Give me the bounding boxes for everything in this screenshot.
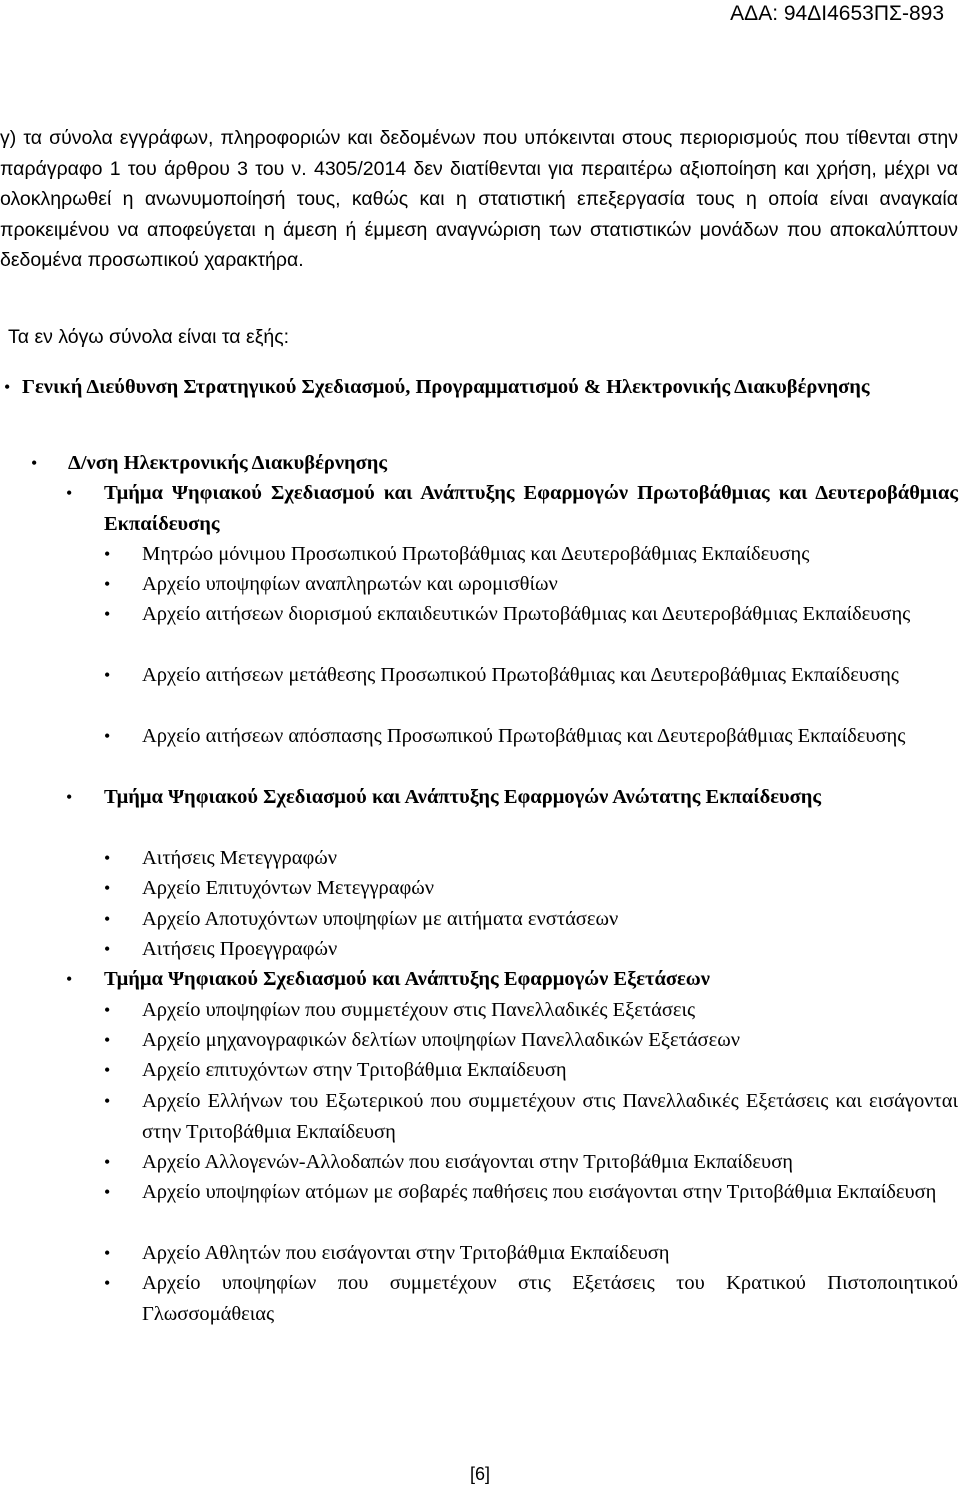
list-item (0, 1177, 958, 1208)
directorate-item (0, 448, 958, 479)
bullet-icon: • (104, 604, 111, 624)
bullet-icon: • (104, 1273, 111, 1293)
bullet-icon: • (104, 909, 111, 929)
bullet-icon: • (104, 1030, 111, 1050)
list-item-text: Αρχείο υποψηφίων που συμμετέχουν στις Εξετάσεις του Κρατικού Πιστοποιητικού Γλωσσομάθειας (142, 1272, 958, 1325)
department-item (0, 782, 958, 813)
list-item (0, 660, 958, 691)
bullet-icon: • (104, 1243, 111, 1263)
department-item (0, 478, 958, 539)
list-item-text: Αρχείο Αθλητών που εισάγονται στην Τριτοβάθμια Εκπαίδευση (142, 1242, 670, 1264)
directorate-title: Δ/νση Ηλεκτρονικής Διακυβέρνησης (68, 452, 388, 474)
bullet-icon: • (104, 848, 111, 868)
department-title: Τμήμα Ψηφιακού Σχεδιασμού και Ανάπτυξης Εφαρμογών Πρωτοβάθμιας και Δευτεροβάθμιας Εκπαίδευσης (104, 482, 958, 535)
list-item-text: Αρχείο υποψηφίων αναπληρωτών και ωρομισθίων (142, 573, 558, 595)
list-item (0, 599, 958, 630)
general-directorate-item (0, 372, 958, 403)
department-title: Τμήμα Ψηφιακού Σχεδιασμού και Ανάπτυξης Εφαρμογών Ανώτατης Εκπαίδευσης (104, 786, 822, 808)
bullet-icon: • (66, 969, 73, 989)
list-item (0, 721, 958, 752)
department-item (0, 964, 958, 995)
list-item-text: Αρχείο Αλλογενών-Αλλοδαπών που εισάγονται στην Τριτοβάθμια Εκπαίδευση (142, 1151, 793, 1173)
bullet-icon: • (104, 939, 111, 959)
body-paragraph: γ) τα σύνολα εγγράφων, πληροφοριών και δεδομένων που υπόκεινται στους περιορισμούς που τίθενται στην παράγραφο 1 του άρθρου 3 του ν. 4305/2014 δεν διατίθενται για περαιτέρω αξιοποίηση και χρήση, μέχρι να ολοκληρωθεί η ανωνυμοποίησή τους, καθώς και η στατιστική επεξεργασία τους η οποία είναι αναγκαία προκειμένου να αποφεύγεται η άμεση ή έμμεση αναγνώριση των στατιστικών μονάδων που αποκαλύπτουν δεδομένα προσωπικού χαρακτήρα. (0, 127, 958, 272)
department-title: Τμήμα Ψηφιακού Σχεδιασμού και Ανάπτυξης Εφαρμογών Εξετάσεων (104, 968, 710, 990)
list-item (0, 1025, 958, 1056)
intro-text: Τα εν λόγω σύνολα είναι τα εξής: (8, 326, 290, 348)
page-number: [6] (469, 1464, 490, 1484)
list-item (0, 995, 958, 1026)
bullet-icon: • (104, 1060, 111, 1080)
general-directorate-title: Γενική Διεύθυνση Στρατηγικού Σχεδιασμού, Προγραμματισμού & Ηλεκτρονικής Διακυβέρνησης (22, 376, 870, 398)
list-item (0, 1238, 958, 1269)
bullet-icon: • (104, 1000, 111, 1020)
bullet-icon: • (104, 574, 111, 594)
list-item-text: Αιτήσεις Προεγγραφών (142, 938, 338, 960)
list-item (0, 1086, 958, 1147)
list-item-text: Αρχείο μηχανογραφικών δελτίων υποψηφίων Πανελλαδικών Εξετάσεων (142, 1029, 740, 1051)
bullet-icon: • (104, 544, 111, 564)
list-item (0, 904, 958, 935)
list-item-text: Αρχείο αιτήσεων απόσπασης Προσωπικού Πρωτοβάθμιας και Δευτεροβάθμιας Εκπαίδευσης (142, 725, 906, 747)
list-item (0, 569, 958, 600)
bullet-icon: • (4, 377, 11, 397)
list-item-text: Αρχείο υποψηφίων ατόμων με σοβαρές παθήσεις που εισάγονται στην Τριτοβάθμια Εκπαίδευση (142, 1181, 937, 1203)
list-item (0, 1147, 958, 1178)
bullet-icon: • (104, 726, 111, 746)
list-item (0, 1268, 958, 1329)
list-item-text: Αρχείο επιτυχόντων στην Τριτοβάθμια Εκπαίδευση (142, 1059, 567, 1081)
bullet-icon: • (66, 483, 73, 503)
list-item (0, 843, 958, 874)
list-item-text: Αρχείο Ελλήνων του Εξωτερικού που συμμετέχουν στις Πανελλαδικές Εξετάσεις και εισάγονται στην Τριτοβάθμια Εκπαίδευση (142, 1090, 958, 1143)
list-item (0, 934, 958, 965)
list-item-text: Αρχείο υποψηφίων που συμμετέχουν στις Πανελλαδικές Εξετάσεις (142, 999, 696, 1021)
bullet-icon: • (104, 665, 111, 685)
list-item (0, 873, 958, 904)
bullet-icon: • (104, 1091, 111, 1111)
list-item (0, 1055, 958, 1086)
list-item-text: Αρχείο Επιτυχόντων Μετεγγραφών (142, 877, 435, 899)
list-item-text: Αρχείο αιτήσεων διορισμού εκπαιδευτικών Πρωτοβάθμιας και Δευτεροβάθμιας Εκπαίδευσης (142, 603, 911, 625)
bullet-icon: • (104, 1182, 111, 1202)
list-item-text: Μητρώο μόνιμου Προσωπικού Πρωτοβάθμιας και Δευτεροβάθμιας Εκπαίδευσης (142, 543, 810, 565)
bullet-icon: • (31, 453, 38, 473)
bullet-icon: • (104, 1152, 111, 1172)
ada-code: ΑΔΑ: 94ΔΙ4653ΠΣ-893 (730, 2, 944, 25)
list-item (0, 539, 958, 570)
bullet-icon: • (66, 787, 73, 807)
bullet-icon: • (104, 878, 111, 898)
list-item-text: Αρχείο αιτήσεων μετάθεσης Προσωπικού Πρωτοβάθμιας και Δευτεροβάθμιας Εκπαίδευσης (142, 664, 899, 686)
list-item-text: Αιτήσεις Μετεγγραφών (142, 847, 338, 869)
list-item-text: Αρχείο Αποτυχόντων υποψηφίων με αιτήματα ενστάσεων (142, 908, 619, 930)
